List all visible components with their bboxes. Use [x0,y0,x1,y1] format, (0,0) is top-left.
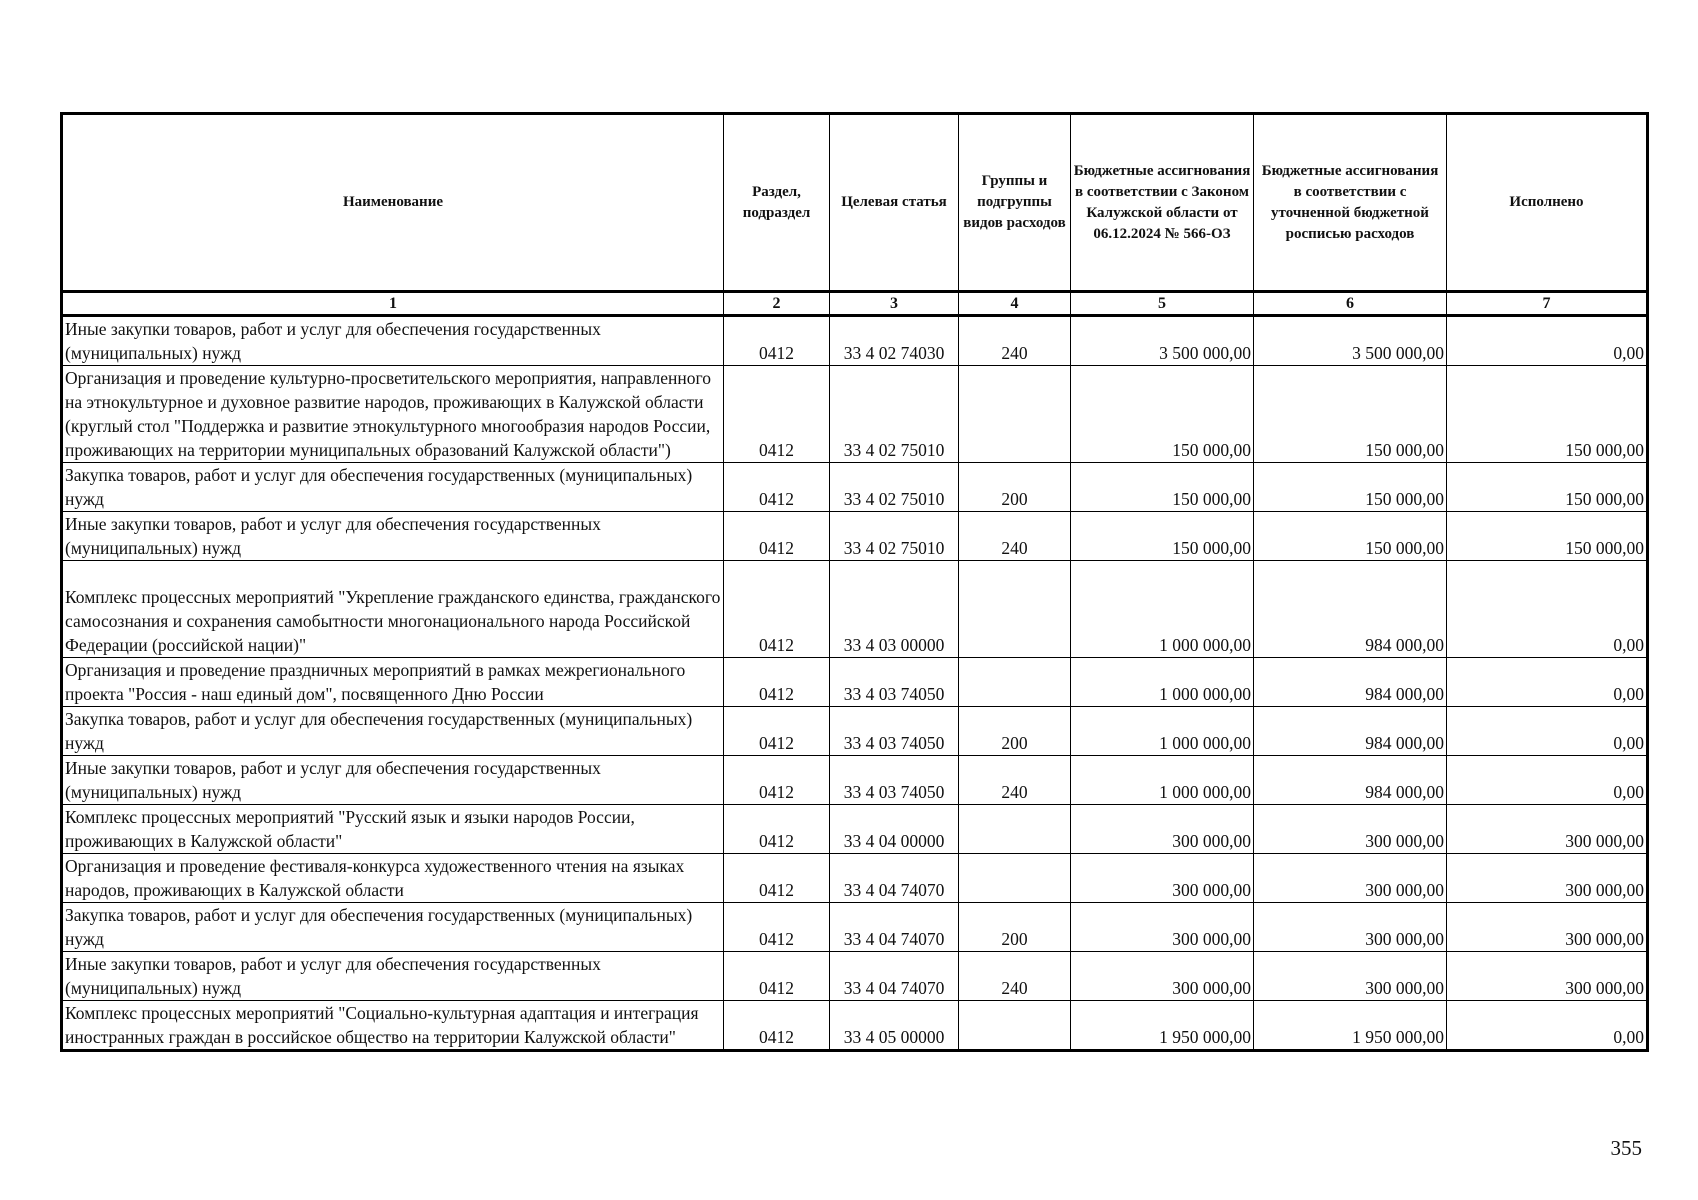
cell-law: 1 000 000,00 [1071,561,1254,658]
cell-article: 33 4 04 74070 [830,854,959,903]
cell-group: 240 [959,512,1071,561]
cell-refined: 984 000,00 [1254,658,1447,707]
cell-section: 0412 [724,903,830,952]
cell-law: 300 000,00 [1071,903,1254,952]
cell-name: Организация и проведение праздничных мероприятий в рамках межрегионального проекта "Россия - наш единый дом", посвященного Дню России [62,658,724,707]
cell-section: 0412 [724,316,830,366]
cell-refined: 300 000,00 [1254,854,1447,903]
cell-article: 33 4 03 74050 [830,756,959,805]
table-row [62,463,1648,512]
table-row [62,366,1648,463]
column-number: 1 [62,292,724,316]
cell-refined: 300 000,00 [1254,952,1447,1001]
cell-name: Иные закупки товаров, работ и услуг для обеспечения государственных (муниципальных) нужд [62,952,724,1001]
column-number: 3 [830,292,959,316]
cell-section: 0412 [724,952,830,1001]
header-row [62,114,1648,292]
table-header [62,114,1648,316]
cell-refined: 984 000,00 [1254,707,1447,756]
header-refined-allocations: Бюджетные ассигнования в соответствии с уточненной бюджетной росписью расходов [1254,114,1447,292]
cell-group: 240 [959,316,1071,366]
cell-group [959,366,1071,463]
cell-article: 33 4 02 75010 [830,366,959,463]
header-name: Наименование [62,114,724,292]
column-number: 4 [959,292,1071,316]
cell-executed: 0,00 [1447,756,1648,805]
cell-article: 33 4 04 00000 [830,805,959,854]
cell-section: 0412 [724,463,830,512]
cell-name: Закупка товаров, работ и услуг для обеспечения государственных (муниципальных) нужд [62,463,724,512]
cell-executed: 300 000,00 [1447,903,1648,952]
table-body [62,316,1648,1051]
cell-group: 200 [959,707,1071,756]
table-row [62,805,1648,854]
cell-article: 33 4 04 74070 [830,903,959,952]
column-number: 7 [1447,292,1648,316]
header-section: Раздел, подраздел [724,114,830,292]
cell-law: 1 000 000,00 [1071,756,1254,805]
page-number: 355 [1610,1136,1642,1160]
cell-group [959,854,1071,903]
cell-law: 1 000 000,00 [1071,707,1254,756]
cell-law: 1 000 000,00 [1071,658,1254,707]
cell-section: 0412 [724,756,830,805]
cell-executed: 0,00 [1447,316,1648,366]
cell-group [959,1001,1071,1051]
cell-name: Комплекс процессных мероприятий "Социально-культурная адаптация и интеграция иностранных граждан в российское общество на территории Калужской области" [62,1001,724,1051]
cell-law: 150 000,00 [1071,463,1254,512]
cell-law: 300 000,00 [1071,952,1254,1001]
cell-executed: 0,00 [1447,658,1648,707]
table-row [62,512,1648,561]
cell-section: 0412 [724,854,830,903]
column-number: 2 [724,292,830,316]
cell-refined: 150 000,00 [1254,463,1447,512]
cell-name: Иные закупки товаров, работ и услуг для обеспечения государственных (муниципальных) нужд [62,512,724,561]
cell-law: 1 950 000,00 [1071,1001,1254,1051]
column-number-row [62,292,1648,316]
header-law-allocations: Бюджетные ассигнования в соответствии с Законом Калужской области от 06.12.2024 № 566-ОЗ [1071,114,1254,292]
cell-executed: 0,00 [1447,561,1648,658]
cell-name: Иные закупки товаров, работ и услуг для обеспечения государственных (муниципальных) нужд [62,756,724,805]
table-row [62,756,1648,805]
cell-article: 33 4 04 74070 [830,952,959,1001]
budget-table [60,112,1649,1052]
cell-group: 240 [959,756,1071,805]
cell-executed: 150 000,00 [1447,512,1648,561]
cell-section: 0412 [724,512,830,561]
header-target-article: Целевая статья [830,114,959,292]
cell-law: 300 000,00 [1071,805,1254,854]
cell-executed: 300 000,00 [1447,854,1648,903]
table-row [62,561,1648,658]
cell-name: Комплекс процессных мероприятий "Укрепление гражданского единства, гражданского самосознания и сохранения самобытности многонационального народа Российской Федерации (российской нации)" [62,561,724,658]
cell-article: 33 4 05 00000 [830,1001,959,1051]
cell-name: Организация и проведение культурно-просветительского мероприятия, направленного на этнокультурное и духовное развитие народов, проживающих в Калужской области (круглый стол "Поддержка и развитие этнокультурного многообразия народов России, проживающих на территории муниципальных образований Калужской области") [62,366,724,463]
cell-refined: 1 950 000,00 [1254,1001,1447,1051]
header-executed: Исполнено [1447,114,1648,292]
cell-name: Комплекс процессных мероприятий "Русский язык и языки народов России, проживающих в Калужской области" [62,805,724,854]
cell-name: Организация и проведение фестиваля-конкурса художественного чтения на языках народов, проживающих в Калужской области [62,854,724,903]
cell-article: 33 4 03 74050 [830,658,959,707]
cell-law: 150 000,00 [1071,512,1254,561]
cell-refined: 300 000,00 [1254,903,1447,952]
cell-executed: 150 000,00 [1447,366,1648,463]
cell-executed: 300 000,00 [1447,952,1648,1001]
table-row [62,707,1648,756]
cell-name: Закупка товаров, работ и услуг для обеспечения государственных (муниципальных) нужд [62,707,724,756]
cell-executed: 150 000,00 [1447,463,1648,512]
table-row [62,854,1648,903]
cell-group [959,561,1071,658]
table-row [62,1001,1648,1051]
cell-executed: 300 000,00 [1447,805,1648,854]
table-row [62,952,1648,1001]
cell-law: 3 500 000,00 [1071,316,1254,366]
cell-group [959,805,1071,854]
cell-executed: 0,00 [1447,1001,1648,1051]
cell-article: 33 4 03 00000 [830,561,959,658]
cell-group: 200 [959,903,1071,952]
cell-refined: 984 000,00 [1254,756,1447,805]
cell-section: 0412 [724,1001,830,1051]
cell-law: 150 000,00 [1071,366,1254,463]
cell-article: 33 4 03 74050 [830,707,959,756]
cell-refined: 150 000,00 [1254,512,1447,561]
cell-law: 300 000,00 [1071,854,1254,903]
cell-article: 33 4 02 74030 [830,316,959,366]
cell-name: Закупка товаров, работ и услуг для обеспечения государственных (муниципальных) нужд [62,903,724,952]
cell-group [959,658,1071,707]
column-number: 5 [1071,292,1254,316]
cell-article: 33 4 02 75010 [830,463,959,512]
cell-group: 240 [959,952,1071,1001]
table-row [62,903,1648,952]
cell-section: 0412 [724,561,830,658]
cell-refined: 984 000,00 [1254,561,1447,658]
cell-section: 0412 [724,366,830,463]
column-number: 6 [1254,292,1447,316]
table-row [62,316,1648,366]
cell-refined: 150 000,00 [1254,366,1447,463]
cell-executed: 0,00 [1447,707,1648,756]
cell-refined: 300 000,00 [1254,805,1447,854]
cell-refined: 3 500 000,00 [1254,316,1447,366]
cell-name: Иные закупки товаров, работ и услуг для обеспечения государственных (муниципальных) нужд [62,316,724,366]
cell-section: 0412 [724,805,830,854]
header-expense-groups: Группы и подгруппы видов расходов [959,114,1071,292]
table-row [62,658,1648,707]
cell-section: 0412 [724,707,830,756]
cell-group: 200 [959,463,1071,512]
cell-article: 33 4 02 75010 [830,512,959,561]
cell-section: 0412 [724,658,830,707]
